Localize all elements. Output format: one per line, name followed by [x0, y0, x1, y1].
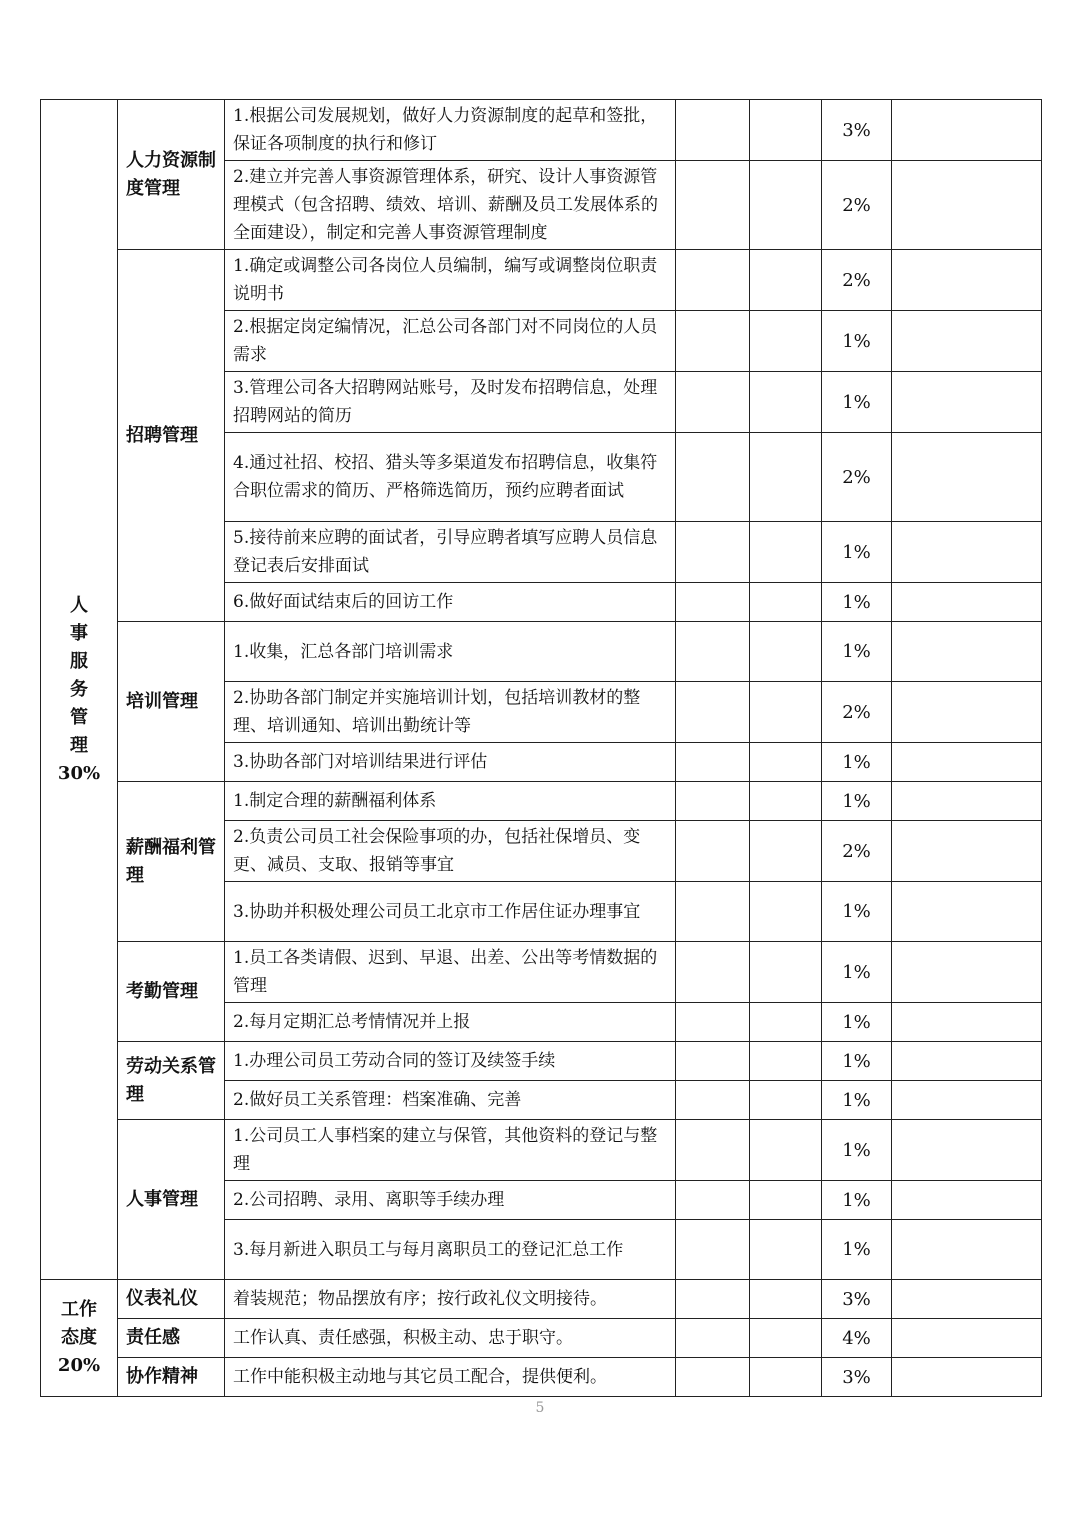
task-description: 5.接待前来应聘的面试者，引导应聘者填写应聘人员信息登记表后安排面试	[225, 522, 676, 583]
remark-cell[interactable]	[892, 1358, 1042, 1397]
remark-cell[interactable]	[892, 372, 1042, 433]
weight-value: 3%	[822, 100, 892, 161]
remark-cell[interactable]	[892, 1042, 1042, 1081]
category-weight: 30%	[57, 762, 101, 784]
score-cell[interactable]	[676, 161, 750, 250]
category-hr-service: 人 事 服 务 管 理 30%	[41, 100, 118, 1280]
table-row	[41, 100, 1042, 161]
table-row	[41, 1319, 1042, 1358]
task-description: 2.做好员工关系管理：档案准确、完善	[225, 1081, 676, 1120]
table-row	[41, 250, 1042, 311]
score-cell[interactable]	[676, 882, 750, 942]
table-row	[41, 942, 1042, 1003]
score-cell[interactable]	[750, 682, 822, 743]
subcategory-responsibility: 责任感	[118, 1319, 225, 1358]
task-description: 1.公司员工人事档案的建立与保管，其他资料的登记与整理	[225, 1120, 676, 1181]
table-row	[41, 1358, 1042, 1397]
weight-value: 3%	[822, 1358, 892, 1397]
score-cell[interactable]	[750, 311, 822, 372]
remark-cell[interactable]	[892, 1003, 1042, 1042]
remark-cell[interactable]	[892, 942, 1042, 1003]
score-cell[interactable]	[676, 522, 750, 583]
task-description: 2.协助各部门制定并实施培训计划，包括培训教材的整理、培训通知、培训出勤统计等	[225, 682, 676, 743]
weight-value: 1%	[822, 1181, 892, 1220]
weight-value: 4%	[822, 1319, 892, 1358]
score-cell[interactable]	[750, 1319, 822, 1358]
remark-cell[interactable]	[892, 433, 1042, 522]
remark-cell[interactable]	[892, 622, 1042, 682]
score-cell[interactable]	[676, 311, 750, 372]
task-description: 1.收集，汇总各部门培训需求	[225, 622, 676, 682]
category-weight: 20%	[57, 1355, 101, 1376]
score-cell[interactable]	[750, 1280, 822, 1319]
weight-value: 1%	[822, 522, 892, 583]
score-cell[interactable]	[676, 622, 750, 682]
weight-value: 1%	[822, 1220, 892, 1280]
subcategory-training: 培训管理	[118, 622, 225, 782]
task-description: 着装规范；物品摆放有序；按行政礼仪文明接待。	[225, 1280, 676, 1319]
remark-cell[interactable]	[892, 522, 1042, 583]
remark-cell[interactable]	[892, 250, 1042, 311]
remark-cell[interactable]	[892, 682, 1042, 743]
task-description: 1.制定合理的薪酬福利体系	[225, 782, 676, 821]
score-cell[interactable]	[676, 583, 750, 622]
table-row	[41, 1120, 1042, 1181]
score-cell[interactable]	[750, 882, 822, 942]
weight-value: 2%	[822, 250, 892, 311]
remark-cell[interactable]	[892, 743, 1042, 782]
remark-cell[interactable]	[892, 1181, 1042, 1220]
weight-value: 3%	[822, 1280, 892, 1319]
score-cell[interactable]	[676, 250, 750, 311]
remark-cell[interactable]	[892, 1081, 1042, 1120]
score-cell[interactable]	[750, 433, 822, 522]
score-cell[interactable]	[750, 250, 822, 311]
task-description: 2.根据定岗定编情况，汇总公司各部门对不同岗位的人员需求	[225, 311, 676, 372]
score-cell[interactable]	[676, 1220, 750, 1280]
score-cell[interactable]	[676, 743, 750, 782]
weight-value: 1%	[822, 1081, 892, 1120]
score-cell[interactable]	[750, 782, 822, 821]
task-description: 4.通过社招、校招、猎头等多渠道发布招聘信息，收集符合职位需求的简历、严格筛选简历，预约应聘者面试	[225, 433, 676, 522]
task-description: 1.员工各类请假、迟到、早退、出差、公出等考情数据的管理	[225, 942, 676, 1003]
table-row	[41, 622, 1042, 682]
remark-cell[interactable]	[892, 583, 1042, 622]
score-cell[interactable]	[750, 583, 822, 622]
task-description: 1.确定或调整公司各岗位人员编制，编写或调整岗位职责说明书	[225, 250, 676, 311]
subcategory-recruitment: 招聘管理	[118, 250, 225, 622]
remark-cell[interactable]	[892, 1220, 1042, 1280]
remark-cell[interactable]	[892, 782, 1042, 821]
page-number: 5	[535, 1400, 545, 1416]
remark-cell[interactable]	[892, 161, 1042, 250]
score-cell[interactable]	[676, 1042, 750, 1081]
category-work-attitude: 工作 态度 20%	[41, 1280, 118, 1397]
score-cell[interactable]	[676, 1358, 750, 1397]
task-description: 3.协助各部门对培训结果进行评估	[225, 743, 676, 782]
subcategory-etiquette: 仪表礼仪	[118, 1280, 225, 1319]
score-cell[interactable]	[750, 743, 822, 782]
weight-value: 1%	[822, 743, 892, 782]
weight-value: 1%	[822, 782, 892, 821]
score-cell[interactable]	[676, 682, 750, 743]
score-cell[interactable]	[676, 1280, 750, 1319]
score-cell[interactable]	[750, 622, 822, 682]
score-cell[interactable]	[750, 1042, 822, 1081]
weight-value: 2%	[822, 682, 892, 743]
score-cell[interactable]	[750, 942, 822, 1003]
task-description: 3.管理公司各大招聘网站账号，及时发布招聘信息，处理招聘网站的简历	[225, 372, 676, 433]
score-cell[interactable]	[750, 100, 822, 161]
task-description: 2.建立并完善人事资源管理体系，研究、设计人事资源管理模式（包含招聘、绩效、培训、薪酬及员工发展体系的全面建设），制定和完善人事资源管理制度	[225, 161, 676, 250]
score-cell[interactable]	[676, 372, 750, 433]
score-cell[interactable]	[750, 161, 822, 250]
score-cell[interactable]	[676, 433, 750, 522]
weight-value: 1%	[822, 1042, 892, 1081]
subcategory-teamwork: 协作精神	[118, 1358, 225, 1397]
remark-cell[interactable]	[892, 1120, 1042, 1181]
score-cell[interactable]	[750, 1181, 822, 1220]
weight-value: 1%	[822, 942, 892, 1003]
remark-cell[interactable]	[892, 821, 1042, 882]
weight-value: 1%	[822, 583, 892, 622]
score-cell[interactable]	[750, 1003, 822, 1042]
score-cell[interactable]	[750, 522, 822, 583]
weight-value: 1%	[822, 311, 892, 372]
remark-cell[interactable]	[892, 1319, 1042, 1358]
subcategory-labor-relations: 劳动关系管理	[118, 1042, 225, 1120]
subcategory-personnel: 人事管理	[118, 1120, 225, 1280]
weight-value: 1%	[822, 1003, 892, 1042]
remark-cell[interactable]	[892, 311, 1042, 372]
score-cell[interactable]	[676, 1003, 750, 1042]
task-description: 1.办理公司员工劳动合同的签订及续签手续	[225, 1042, 676, 1081]
subcategory-hr-policy: 人力资源制度管理	[118, 100, 225, 250]
task-description: 6.做好面试结束后的回访工作	[225, 583, 676, 622]
task-description: 2.公司招聘、录用、离职等手续办理	[225, 1181, 676, 1220]
task-description: 1.根据公司发展规划，做好人力资源制度的起草和签批，保证各项制度的执行和修订	[225, 100, 676, 161]
score-cell[interactable]	[750, 821, 822, 882]
subcategory-attendance: 考勤管理	[118, 942, 225, 1042]
weight-value: 2%	[822, 161, 892, 250]
score-cell[interactable]	[676, 782, 750, 821]
task-description: 工作中能积极主动地与其它员工配合，提供便利。	[225, 1358, 676, 1397]
weight-value: 2%	[822, 433, 892, 522]
table-row	[41, 1280, 1042, 1319]
task-description: 3.每月新进入职员工与每月离职员工的登记汇总工作	[225, 1220, 676, 1280]
table-row	[41, 782, 1042, 821]
remark-cell[interactable]	[892, 882, 1042, 942]
score-cell[interactable]	[750, 1081, 822, 1120]
score-cell[interactable]	[676, 1120, 750, 1181]
task-description: 3.协助并积极处理公司员工北京市工作居住证办理事宜	[225, 882, 676, 942]
score-cell[interactable]	[676, 942, 750, 1003]
score-cell[interactable]	[750, 1120, 822, 1181]
weight-value: 1%	[822, 372, 892, 433]
score-cell[interactable]	[676, 100, 750, 161]
weight-value: 1%	[822, 622, 892, 682]
remark-cell[interactable]	[892, 1280, 1042, 1319]
task-description: 工作认真、责任感强，积极主动、忠于职守。	[225, 1319, 676, 1358]
score-cell[interactable]	[750, 372, 822, 433]
score-cell[interactable]	[676, 1319, 750, 1358]
score-cell[interactable]	[676, 1081, 750, 1120]
table-row	[41, 1042, 1042, 1081]
weight-value: 1%	[822, 1120, 892, 1181]
subcategory-compensation: 薪酬福利管理	[118, 782, 225, 942]
weight-value: 1%	[822, 882, 892, 942]
task-description: 2.每月定期汇总考情情况并上报	[225, 1003, 676, 1042]
weight-value: 2%	[822, 821, 892, 882]
task-description: 2.负责公司员工社会保险事项的办，包括社保增员、变更、减员、支取、报销等事宜	[225, 821, 676, 882]
remark-cell[interactable]	[892, 100, 1042, 161]
score-cell[interactable]	[750, 1358, 822, 1397]
assessment-table	[40, 99, 1042, 1397]
score-cell[interactable]	[676, 821, 750, 882]
score-cell[interactable]	[676, 1181, 750, 1220]
score-cell[interactable]	[750, 1220, 822, 1280]
